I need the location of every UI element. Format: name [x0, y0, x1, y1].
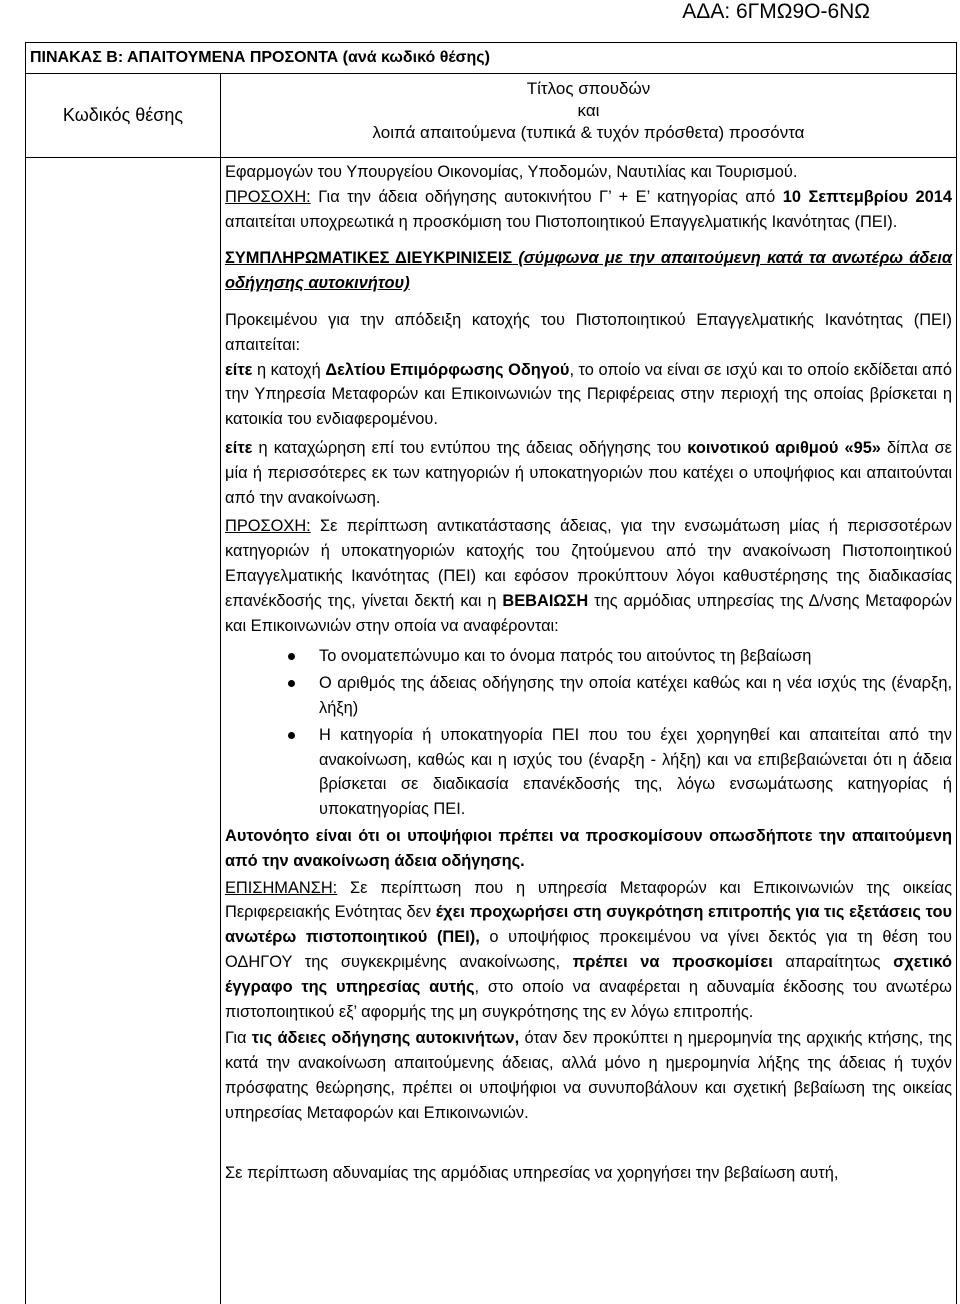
- clarifications-heading: [225, 246, 952, 296]
- attention-bold: ΒΕΒΑΙΩΣΗ: [502, 591, 589, 610]
- table-body-row: [26, 158, 956, 1304]
- column-header-position-code: Κωδικός θέσης: [26, 74, 221, 157]
- header-line-2: και: [577, 101, 600, 120]
- header-line-1: Τίτλος σπουδών: [526, 79, 651, 98]
- licenses-paragraph: [225, 1026, 952, 1125]
- licenses-text: Για: [225, 1029, 252, 1048]
- attention-paragraph-2: [225, 514, 952, 638]
- table-header-row: [26, 74, 956, 158]
- certificate-requirements-list: [225, 644, 952, 822]
- attention-label: ΠΡΟΣΟΧΗ:: [225, 517, 311, 536]
- attention-text: Για την άδεια οδήγησης αυτοκινήτου Γ’ + Ε’ κατηγορίας από: [310, 187, 783, 206]
- notice-text: Σε περίπτωση που η υπηρεσία Μεταφορών και Επικοινωνιών της οικείας Περιφερειακής Ενότητας δεν: [225, 878, 952, 922]
- list-item: Η κατηγορία ή υποκατηγορία ΠΕΙ που του έχει χορηγηθεί και απαιτείται από την ανακοίνωση, καθώς και η ισχύς του (έναρξη - λήξη) και να επιβεβαιώνεται ότι η άδεια βρίσκεται σε διαδικασία επανέκδοσής της, λόγω ενσωμάτωσης κατηγορίας ή υποκατηγορίας ΠΕΙ.: [319, 723, 952, 822]
- list-item: Το ονοματεπώνυμο και το όνομα πατρός του αιτούντος τη βεβαίωση: [319, 644, 952, 669]
- column-header-qualifications: [221, 74, 956, 157]
- qualifications-cell: [221, 158, 956, 1304]
- either-paragraph-2: [225, 436, 952, 510]
- notice-bold: πρέπει να προσκομίσει: [572, 952, 773, 971]
- either-bold: κοινοτικού αριθμού «95»: [687, 438, 881, 457]
- notice-label: ΕΠΙΣΗΜΑΝΣΗ:: [225, 878, 338, 897]
- attention-text: Σε περίπτωση αντικατάστασης άδειας, για την ενσωμάτωση μίας ή περισσοτέρων κατηγοριών ή υποκατηγοριών κατοχής του ζητούμενου από την ανακοίνωση Πιστοποιητικού Επαγγελματικής Ικανότητας (ΠΕΙ) και εφόσον προκύπτουν λόγοι καθυστέρησης της διαδικασίας επανέκδοσής της, γίνεται δεκτή και η: [225, 517, 952, 610]
- ministry-paragraph: Εφαρμογών του Υπουργείου Οικονομίας, Υποδομών, Ναυτιλίας και Τουρισμού.: [225, 163, 798, 181]
- either-bold: Δελτίου Επιμόρφωσης Οδηγού: [325, 360, 570, 379]
- notice-paragraph: [225, 876, 952, 1025]
- either-word: είτε: [225, 438, 253, 457]
- position-code-cell: [26, 158, 221, 1304]
- either-text-end: δίπλα σε μία ή περισσότερες εκ των κατηγοριών ή υποκατηγοριών που κατέχει ο υποψήφιος και απαιτούνται από την ανακοίνωση.: [225, 438, 952, 507]
- either-paragraph-1: [225, 358, 952, 432]
- list-item: Ο αριθμός της άδειας οδήγησης την οποία κατέχει καθώς και η νέα ισχύς της (έναρξη, λήξη): [319, 671, 952, 721]
- either-word: είτε: [225, 360, 253, 379]
- table-title: ΠΙΝΑΚΑΣ Β: ΑΠΑΙΤΟΥΜΕΝΑ ΠΡΟΣΟΝΤΑ (ανά κωδικό θέσης): [26, 43, 956, 74]
- header-line-3: λοιπά απαιτούμενα (τυπικά & τυχόν πρόσθετα) προσόντα: [372, 123, 805, 142]
- notice-bold: σχετικό έγγραφο της υπηρεσίας αυτής: [225, 952, 952, 996]
- notice-text: απαραίτητως: [772, 952, 894, 971]
- bold-statement: Αυτονόητο είναι ότι οι υποψήφιοι πρέπει να προσκομίσουν οπωσδήποτε την απαιτούμενη από την ανακοίνωση άδεια οδήγησης.: [225, 826, 952, 870]
- requirements-table: [25, 42, 957, 1304]
- attention-paragraph-1: [225, 185, 952, 235]
- either-text-end: , το οποίο να είναι σε ισχύ και το οποίο εκδίδεται από την Υπηρεσία Μεταφορών και Επικοινωνιών της Περιφέρειας στην περιοχή της οποίας βρίσκεται η κατοικία του ενδιαφερομένου.: [225, 360, 953, 429]
- either-text: η καταχώρηση επί του εντύπου της άδειας οδήγησης του: [252, 438, 688, 457]
- either-text: η κατοχή: [252, 360, 326, 379]
- notice-text: ο υποψήφιος προκειμένου να γίνει δεκτός για τη θέση του ΟΔΗΓΟΥ της συγκεκριμένης ανακοίνωσης,: [225, 928, 952, 971]
- licenses-text-end: όταν δεν προκύπτει η ημερομηνία της αρχικής κτήσης, της κατά την ανακοίνωση απαιτούμενης άδειας, αλλά μόνο η ημερομηνία λήξης της άδειας ή τυχόν πρόσφατης θεώρησης, πρέπει οι υποψήφιοι να συνυποβάλουν και σχετική βεβαίωση της οικείας υπηρεσίας Μεταφορών και Επικοινωνιών.: [225, 1029, 953, 1122]
- notice-bold: έχει προχωρήσει στη συγκρότηση επιτροπής για τις εξετάσεις του ανωτέρω πιστοποιητικού (ΠΕΙ),: [225, 903, 952, 947]
- notice-text-end: , στο οποίο να αναφέρεται η αδυναμία έκδοσης του ανωτέρω πιστοποιητικού εξ’ αφορμής της μη συγκρότησης της εν λόγω επιτροπής.: [225, 977, 952, 1021]
- clarifications-subtitle: (σύμφωνα με την απαιτούμενη κατά τα ανωτέρω άδεια οδήγησης αυτοκινήτου): [225, 249, 952, 293]
- clarifications-title: ΣΥΜΠΛΗΡΩΜΑΤΙΚΕΣ ΔΙΕΥΚΡΙΝΙΣΕΙΣ: [225, 249, 513, 268]
- attention-date: 10 Σεπτεμβρίου 2014: [782, 187, 952, 206]
- intro-paragraph: Προκειμένου για την απόδειξη κατοχής του Πιστοποιητικού Επαγγελματικής Ικανότητας (ΠΕΙ) απαιτείται:: [225, 310, 952, 354]
- licenses-bold: τις άδειες οδήγησης αυτοκινήτων,: [251, 1029, 520, 1048]
- ada-stamp: ΑΔΑ: 6ΓΜΩ9Ο-6ΝΩ: [682, 0, 870, 23]
- last-line: Σε περίπτωση αδυναμίας της αρμόδιας υπηρεσίας να χορηγήσει την βεβαίωση αυτή,: [225, 1164, 839, 1183]
- attention-label: ΠΡΟΣΟΧΗ:: [225, 187, 311, 206]
- attention-text-end: της αρμόδιας υπηρεσίας της Δ/νσης Μεταφορών και Επικοινωνιών στην οποία να αναφέρονται:: [225, 591, 952, 635]
- attention-text-end: απαιτείται υποχρεωτικά η προσκόμιση του Πιστοποιητικού Επαγγελματικής Ικανότητας (ΠΕΙ).: [225, 212, 898, 231]
